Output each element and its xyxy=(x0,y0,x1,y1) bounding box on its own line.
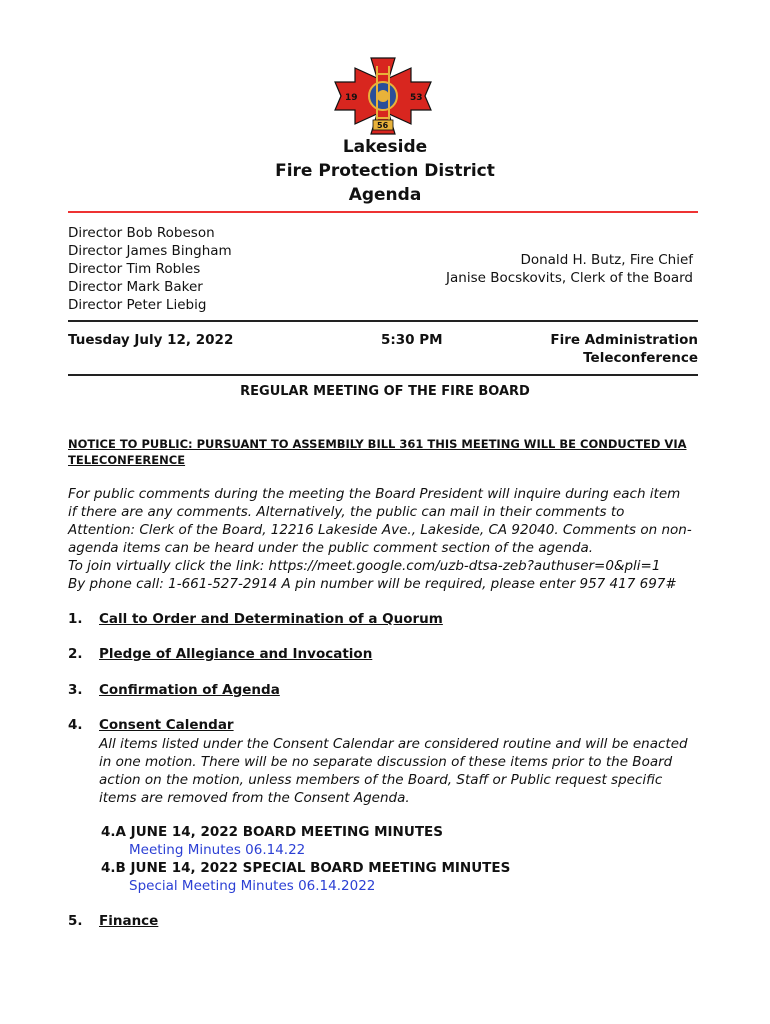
public-comment-line: For public comments during the meeting the Board President will inquire during each item xyxy=(68,486,681,502)
public-comments-paragraph xyxy=(68,485,708,593)
meeting-location xyxy=(550,331,698,367)
emblem-center-icon xyxy=(377,90,389,102)
logo-number: 56 xyxy=(377,121,389,130)
consent-line: All items listed under the Consent Calendar are considered routine and will be enacted xyxy=(99,736,688,752)
consent-calendar-description xyxy=(99,735,688,807)
agenda-heading: Agenda xyxy=(348,185,422,205)
consent-line: items are removed from the Consent Agenda. xyxy=(99,790,410,806)
meeting-date: Tuesday July 12, 2022 xyxy=(68,332,234,348)
consent-line: action on the motion, unless members of the Board, Staff or Public request specific xyxy=(99,772,663,788)
item-label: Consent Calendar xyxy=(99,717,234,733)
clerk-of-board: Janise Bocskovits, Clerk of the Board xyxy=(446,270,693,286)
fire-district-logo xyxy=(333,56,433,136)
consent-item-heading: 4.A JUNE 14, 2022 BOARD MEETING MINUTES xyxy=(101,824,443,840)
public-comment-line: agenda items can be heard under the public comment section of the agenda. xyxy=(68,540,594,556)
meta-top-divider xyxy=(68,320,698,322)
special-meeting-minutes-link[interactable]: Special Meeting Minutes 06.14.2022 xyxy=(129,878,376,894)
join-link-line[interactable]: To join virtually click the link: https://meet.google.com/uzb-dtsa-zeb?authuser=0&pli=1 xyxy=(68,558,661,574)
item-label: Confirmation of Agenda xyxy=(99,682,280,698)
meeting-time: 5:30 PM xyxy=(381,332,443,348)
consent-item xyxy=(101,823,443,859)
meeting-title: REGULAR MEETING OF THE FIRE BOARD xyxy=(240,384,530,399)
director-entry: Director Peter Liebig xyxy=(68,297,207,313)
meta-bottom-divider xyxy=(68,374,698,376)
logo-year-right: 53 xyxy=(410,93,423,103)
directors-list xyxy=(68,224,232,314)
location-line2: Teleconference xyxy=(583,350,698,366)
item-number: 3. xyxy=(68,682,83,698)
staff-list xyxy=(446,251,693,287)
fire-chief: Donald H. Butz, Fire Chief xyxy=(520,252,693,268)
logo-year-left: 19 xyxy=(345,93,358,103)
item-number: 4. xyxy=(68,717,83,733)
item-label: Call to Order and Determination of a Quorum xyxy=(99,611,443,627)
district-name-line2: Fire Protection District xyxy=(275,161,495,181)
director-entry: Director Tim Robles xyxy=(68,261,201,277)
district-name-line1: Lakeside xyxy=(342,137,428,157)
public-comment-line: if there are any comments. Alternatively, the public can mail in their comments to xyxy=(68,504,625,520)
item-number: 2. xyxy=(68,646,83,662)
director-entry: Director Bob Robeson xyxy=(68,225,215,241)
item-label: Finance xyxy=(99,913,159,929)
notice-line1: NOTICE TO PUBLIC: PURSUANT TO ASSEMBILY BILL 361 THIS MEETING WILL BE CONDUCTED VIA xyxy=(68,437,687,451)
director-entry: Director Mark Baker xyxy=(68,279,203,295)
public-notice xyxy=(68,436,708,468)
header-divider xyxy=(68,211,698,213)
consent-item xyxy=(101,859,510,895)
item-number: 1. xyxy=(68,611,83,627)
item-label: Pledge of Allegiance and Invocation xyxy=(99,646,373,662)
item-number: 5. xyxy=(68,913,83,929)
public-comment-line: Attention: Clerk of the Board, 12216 Lakeside Ave., Lakeside, CA 92040. Comments on non- xyxy=(68,522,692,538)
notice-line2: TELECONFERENCE xyxy=(68,453,186,467)
meeting-minutes-link[interactable]: Meeting Minutes 06.14.22 xyxy=(129,842,306,858)
consent-line: in one motion. There will be no separate discussion of these items prior to the Board xyxy=(99,754,673,770)
consent-item-heading: 4.B JUNE 14, 2022 SPECIAL BOARD MEETING MINUTES xyxy=(101,860,511,876)
phone-line: By phone call: 1-661-527-2914 A pin number will be required, please enter 957 417 697# xyxy=(68,576,677,592)
director-entry: Director James Bingham xyxy=(68,243,232,259)
location-line1: Fire Administration xyxy=(550,332,698,348)
